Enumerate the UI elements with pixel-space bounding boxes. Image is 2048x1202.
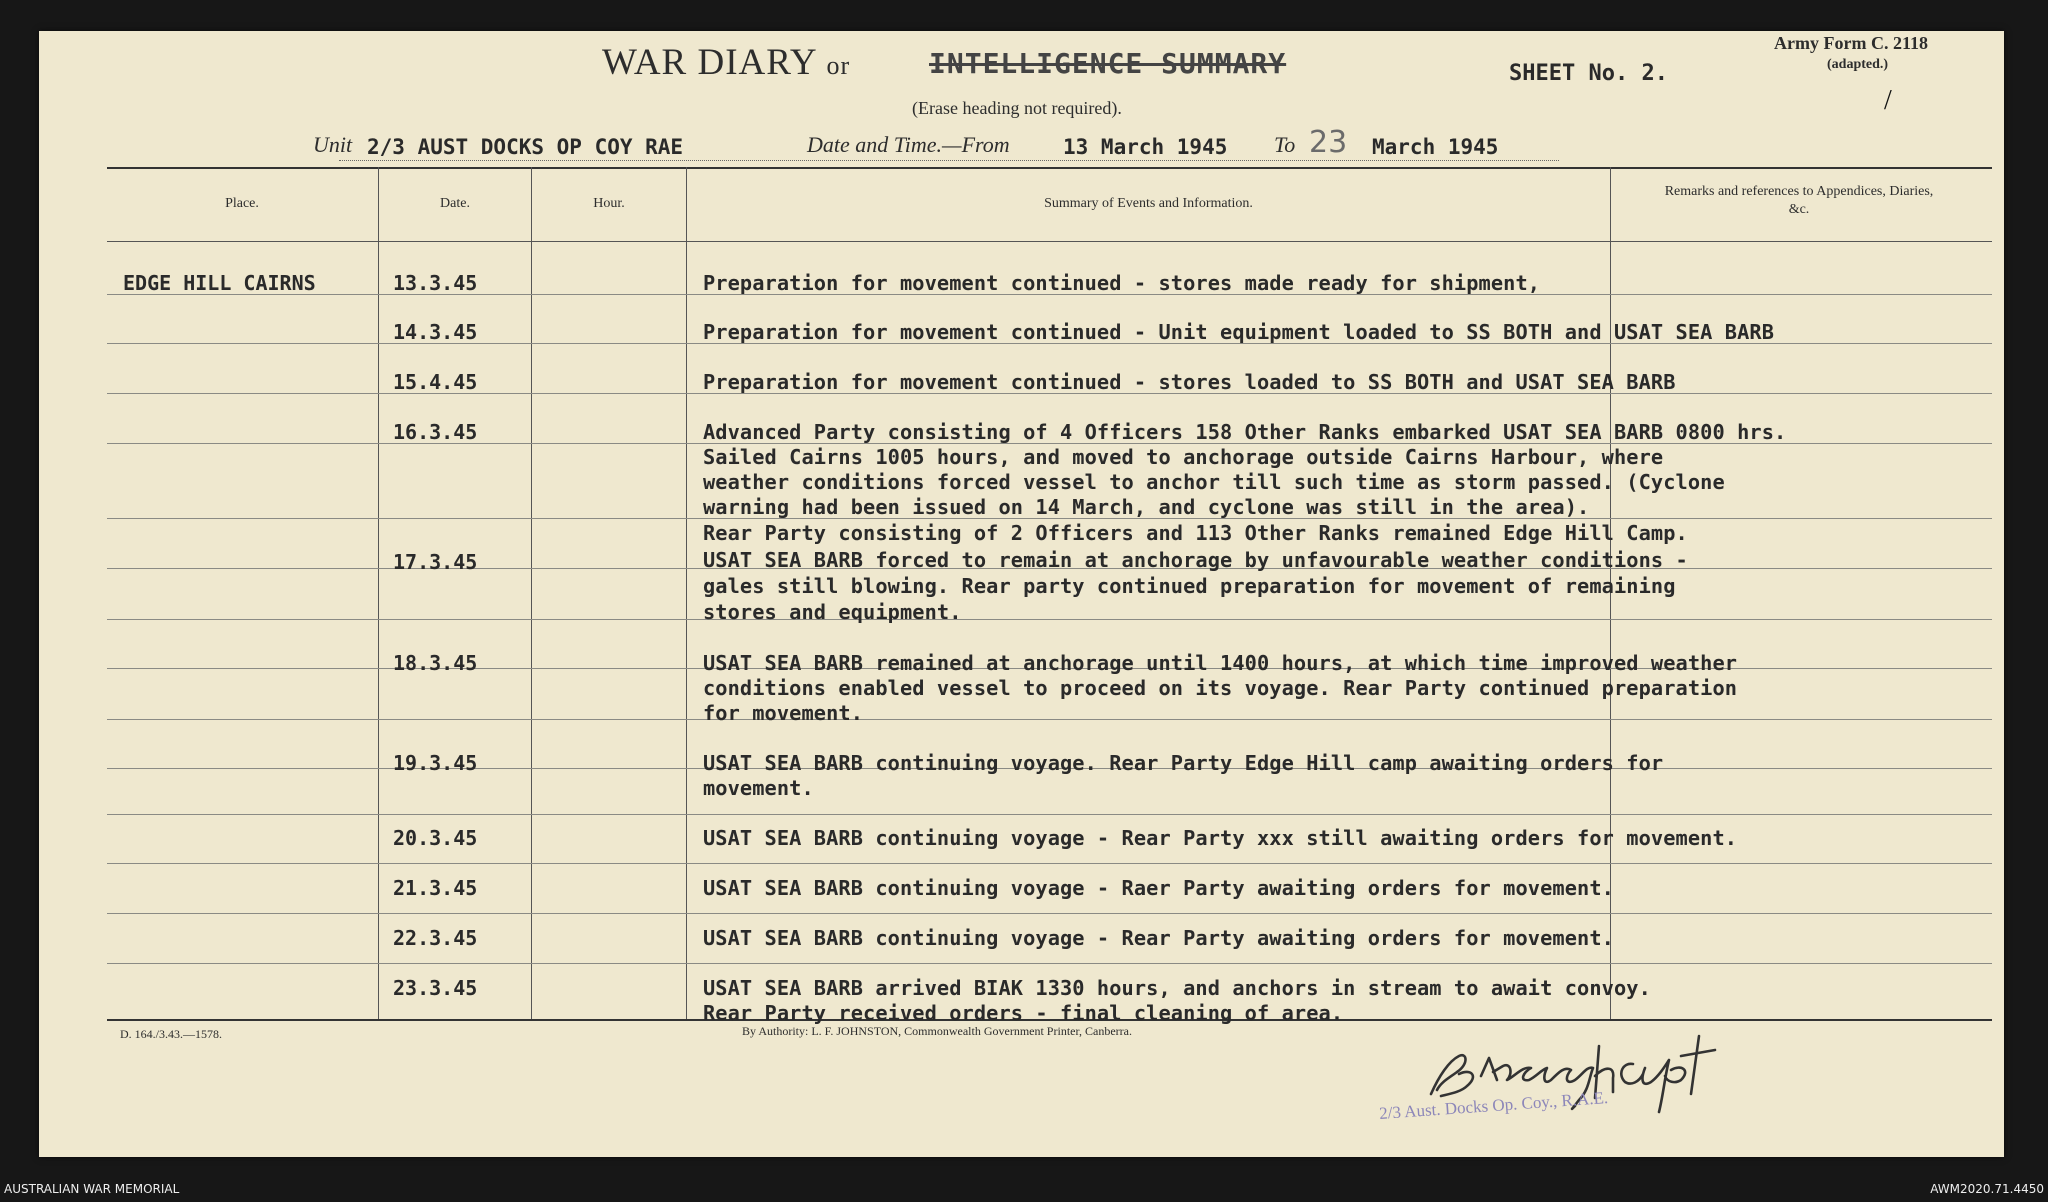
- date-cell: 14.3.45: [393, 320, 478, 344]
- place-cell: EDGE HILL CAIRNS: [123, 271, 316, 295]
- archive-reference: AWM2020.71.4450: [1930, 1182, 2044, 1196]
- summary-line: conditions enabled vessel to proceed on its voyage. Rear Party continued preparation: [703, 676, 1738, 700]
- row-guide-line: [107, 814, 1992, 815]
- summary-line: USAT SEA BARB forced to remain at anchorage by unfavourable weather conditions -: [703, 548, 1688, 572]
- date-cell: 16.3.45: [393, 420, 478, 444]
- summary-line: USAT SEA BARB arrived BIAK 1330 hours, and anchors in stream to await convoy.: [703, 976, 1651, 1000]
- summary-line: movement.: [703, 776, 814, 800]
- diary-title: WAR DIARY or: [602, 42, 851, 83]
- printer-authority: By Authority: L. F. JOHNSTON, Commonwealth Government Printer, Canberra.: [742, 1024, 1132, 1038]
- summary-line: USAT SEA BARB continuing voyage. Rear Party Edge Hill camp awaiting orders for: [703, 751, 1664, 775]
- adapted-label: (adapted.): [1827, 57, 1889, 72]
- date-time-label: Date and Time.—From: [807, 132, 1010, 157]
- date-cell: 19.3.45: [393, 751, 478, 775]
- date-cell: 20.3.45: [393, 826, 478, 850]
- erase-note: (Erase heading not required).: [912, 98, 1122, 118]
- form-code: D. 164./3.43.—1578.: [120, 1027, 222, 1041]
- header-bottom-rule: [107, 241, 1992, 242]
- summary-line: for movement.: [703, 701, 864, 725]
- date-cell: 15.4.45: [393, 370, 478, 394]
- summary-line: USAT SEA BARB remained at anchorage until 1400 hours, at which time improved weather: [703, 651, 1738, 675]
- corner-mark: /: [1884, 85, 1892, 116]
- header-place: Place.: [225, 196, 259, 211]
- row-guide-line: [107, 863, 1992, 864]
- summary-line: Preparation for movement continued - stores loaded to SS BOTH and USAT SEA BARB: [703, 370, 1676, 394]
- summary-line: weather conditions forced vessel to anchor till such time as storm passed. (Cyclone: [703, 470, 1725, 494]
- sheet-number: SHEET No. 2.: [1509, 61, 1668, 86]
- summary-line: Advanced Party consisting of 4 Officers 158 Other Ranks embarked USAT SEA BARB 0800 hrs.: [703, 420, 1787, 444]
- header-summary: Summary of Events and Information.: [1044, 196, 1253, 211]
- war-diary-sheet: [39, 31, 2004, 1157]
- unit-label: Unit: [313, 132, 353, 157]
- summary-line: Rear Party consisting of 2 Officers and 113 Other Ranks remained Edge Hill Camp.: [703, 521, 1688, 545]
- archive-caption: AUSTRALIAN WAR MEMORIAL: [4, 1182, 180, 1196]
- date-cell: 23.3.45: [393, 976, 478, 1000]
- struck-heading: INTELLIGENCE SUMMARY: [929, 47, 1287, 80]
- summary-line: Preparation for movement continued - stores made ready for shipment,: [703, 271, 1541, 295]
- row-guide-line: [107, 963, 1992, 964]
- unit-value: 2/3 AUST DOCKS OP COY RAE: [367, 135, 684, 159]
- to-label: To: [1274, 132, 1296, 157]
- summary-line: USAT SEA BARB continuing voyage - Rear Party xxx still awaiting orders for movement.: [703, 826, 1738, 850]
- date-cell: 18.3.45: [393, 651, 478, 675]
- date-cell: 17.3.45: [393, 550, 478, 574]
- row-guide-line: [107, 719, 1992, 720]
- summary-line: USAT SEA BARB continuing voyage - Raer Party awaiting orders for movement.: [703, 876, 1614, 900]
- army-form-label: Army Form C. 2118: [1774, 33, 1928, 53]
- date-cell: 21.3.45: [393, 876, 478, 900]
- summary-line: Sailed Cairns 1005 hours, and moved to anchorage outside Cairns Harbour, where: [703, 445, 1664, 469]
- header-date: Date.: [440, 196, 470, 211]
- summary-line: USAT SEA BARB continuing voyage - Rear Party awaiting orders for movement.: [703, 926, 1614, 950]
- summary-line: Preparation for movement continued - Unit equipment loaded to SS BOTH and USAT SEA BARB: [703, 320, 1774, 344]
- summary-line: stores and equipment.: [703, 600, 962, 624]
- to-date: March 1945: [1372, 135, 1499, 159]
- date-cell: 13.3.45: [393, 271, 478, 295]
- header-remarks: Remarks and references to Appendices, Diaries, &c.: [1664, 184, 1934, 217]
- to-day-handwritten: 23: [1309, 125, 1348, 160]
- summary-line: gales still blowing. Rear party continued preparation for movement of remaining: [703, 574, 1676, 598]
- summary-line: warning had been issued on 14 March, and cyclone was still in the area).: [703, 495, 1590, 519]
- unit-line-dots: [339, 160, 1559, 161]
- row-guide-line: [107, 913, 1992, 914]
- row-guide-line: [107, 619, 1992, 620]
- table-top-rule: [107, 167, 1992, 169]
- from-date: 13 March 1945: [1063, 135, 1228, 159]
- unit-stamp: 2/3 Aust. Docks Op. Coy., R.A.E.: [1378, 1088, 1609, 1123]
- header-hour: Hour.: [593, 196, 625, 211]
- date-cell: 22.3.45: [393, 926, 478, 950]
- summary-line: Rear Party received orders - final cleaning of area.: [703, 1001, 1344, 1025]
